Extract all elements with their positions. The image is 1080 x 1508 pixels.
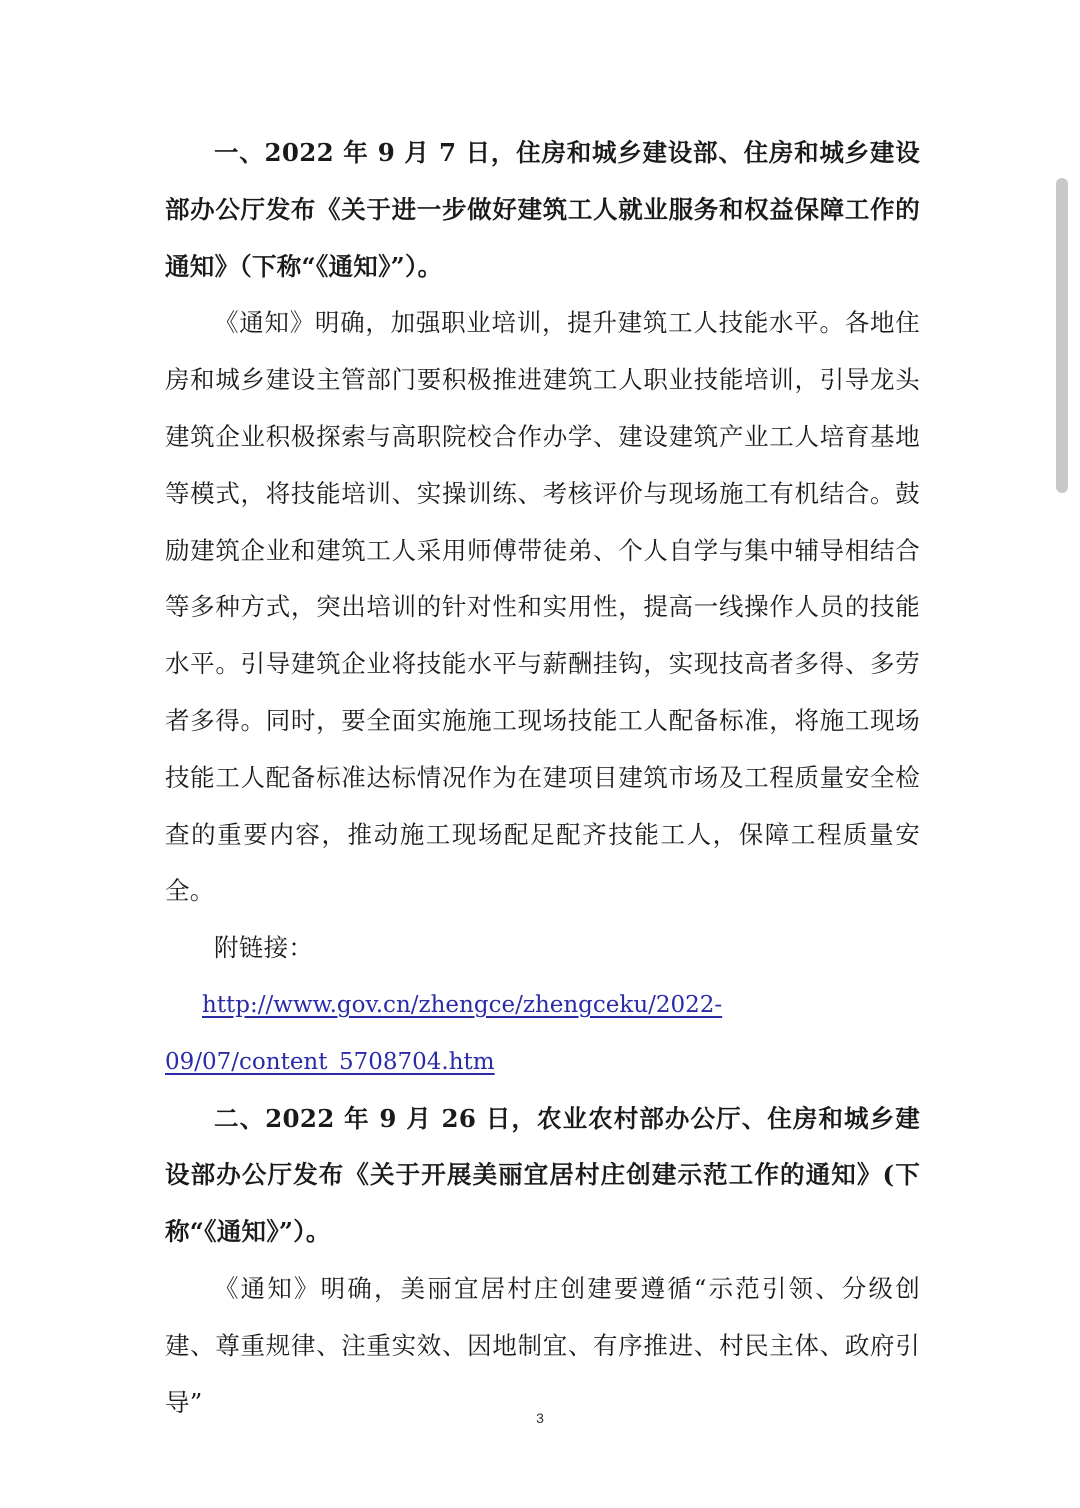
section-2-body: 《通知》明确，美丽宜居村庄创建要遵循“示范引领、分级创建、尊重规律、注重实效、因地制宜、有序推进、村民主体、政府引导” — [165, 1273, 920, 1417]
section-1-heading: 一、2022 年 9 月 7 日，住房和城乡建设部、住房和城乡建设部办公厅发布《关于进一步做好建筑工人就业服务和权益保障工作的通知》（下称“《通知》”）。 — [165, 138, 920, 281]
section-2-heading: 二、2022 年 9 月 26 日，农业农村部办公厅、住房和城乡建设部办公厅发布《关于开展美丽宜居村庄创建示范工作的通知》(下称“《通知》”）。 — [165, 1103, 920, 1247]
section-1-body: 《通知》明确，加强职业培训，提升建筑工人技能水平。各地住房和城乡建设主管部门要积极推进建筑工人职业技能培训，引导龙头建筑企业积极探索与高职院校合作办学、建设建筑产业工人培育基地等模式，将技能培训、实操训练、考核评价与现场施工有机结合。鼓励建筑企业和建筑工人采用师傅带徒弟、个人自学与集中辅导相结合等多种方式，突出培训的针对性和实用性，提高一线操作人员的技能水平。引导建筑企业将技能水平与薪酬挂钩，实现技高者多得、多劳者多得。同时，要全面实施施工现场技能工人配备标准，将施工现场技能工人配备标准达标情况作为在建项目建筑市场及工程质量安全检查的重要内容，推动施工现场配足配齐技能工人，保障工程质量安全。 — [165, 308, 920, 906]
link-label: 附链接： — [214, 933, 314, 963]
document-content — [165, 125, 920, 1431]
vertical-scrollbar[interactable] — [1056, 178, 1068, 493]
page-number: 3 — [536, 1410, 544, 1426]
policy-link-line-1[interactable]: http://www.gov.cn/zhengce/zhengceku/2022- — [202, 991, 723, 1018]
policy-link-line-2[interactable]: 09/07/content_5708704.htm — [165, 1048, 495, 1075]
policy-link[interactable] — [165, 977, 920, 1091]
